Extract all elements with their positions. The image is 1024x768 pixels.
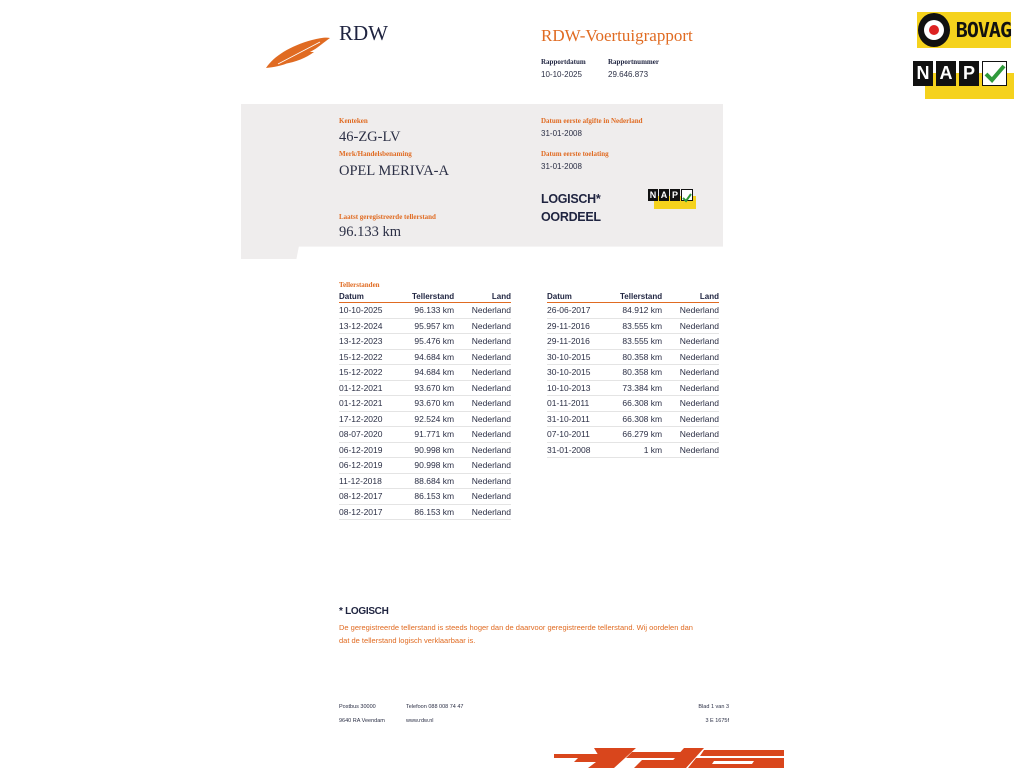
cell-land: Nederland bbox=[460, 380, 511, 396]
rapportnummer-label: Rapportnummer bbox=[608, 58, 659, 66]
footer-blad: Blad 1 van 3 bbox=[698, 704, 729, 710]
cell-land: Nederland bbox=[460, 396, 511, 412]
brand-name: RDW bbox=[339, 21, 388, 45]
cell-land: Nederland bbox=[668, 396, 719, 412]
cell-tellerstand: 88.684 km bbox=[407, 473, 460, 489]
cell-datum: 06-12-2019 bbox=[339, 458, 407, 474]
nap-check-icon bbox=[982, 61, 1007, 86]
cell-datum: 08-12-2017 bbox=[339, 504, 407, 520]
cell-land: Nederland bbox=[460, 318, 511, 334]
cell-datum: 01-12-2021 bbox=[339, 396, 407, 412]
cell-datum: 30-10-2015 bbox=[547, 365, 615, 381]
merk-value: OPEL MERIVA-A bbox=[339, 163, 449, 179]
cell-datum: 13-12-2023 bbox=[339, 334, 407, 350]
nap-small-check-icon bbox=[681, 189, 693, 201]
cell-datum: 08-12-2017 bbox=[339, 489, 407, 505]
merk-label: Merk/Handelsbenaming bbox=[339, 150, 412, 158]
cell-datum: 10-10-2013 bbox=[547, 380, 615, 396]
bovag-emblem-icon bbox=[918, 13, 950, 47]
cell-tellerstand: 80.358 km bbox=[615, 365, 668, 381]
table-row bbox=[547, 411, 719, 427]
cell-datum: 29-11-2016 bbox=[547, 334, 615, 350]
nap-logo bbox=[913, 61, 1014, 99]
toelating-value: 31-01-2008 bbox=[541, 162, 582, 171]
table-header-row bbox=[339, 292, 511, 303]
cell-datum: 13-12-2024 bbox=[339, 318, 407, 334]
cell-land: Nederland bbox=[668, 334, 719, 350]
tellerstanden-table-left bbox=[339, 292, 511, 520]
table-row bbox=[547, 349, 719, 365]
cell-land: Nederland bbox=[668, 427, 719, 443]
cell-tellerstand: 93.670 km bbox=[407, 380, 460, 396]
cell-datum: 30-10-2015 bbox=[547, 349, 615, 365]
table-row bbox=[339, 458, 511, 474]
cell-tellerstand: 91.771 km bbox=[407, 427, 460, 443]
cell-land: Nederland bbox=[668, 303, 719, 319]
cell-land: Nederland bbox=[460, 365, 511, 381]
oordeel-line2: OORDEEL bbox=[541, 210, 601, 224]
cell-datum: 01-12-2021 bbox=[339, 380, 407, 396]
oordeel-line1: LOGISCH* bbox=[541, 192, 601, 206]
cell-tellerstand: 86.153 km bbox=[407, 504, 460, 520]
cell-datum: 26-06-2017 bbox=[547, 303, 615, 319]
nap-small-letter-n: N bbox=[649, 190, 657, 200]
cell-tellerstand: 73.384 km bbox=[615, 380, 668, 396]
cell-datum: 06-12-2019 bbox=[339, 442, 407, 458]
table-row bbox=[339, 442, 511, 458]
vehicle-summary-band bbox=[241, 104, 723, 259]
rdw-logo bbox=[264, 34, 332, 70]
cell-tellerstand: 90.998 km bbox=[407, 442, 460, 458]
cell-land: Nederland bbox=[460, 427, 511, 443]
footer-website: www.rdw.nl bbox=[406, 718, 434, 724]
toelating-label: Datum eerste toelating bbox=[541, 150, 609, 158]
cell-datum: 10-10-2025 bbox=[339, 303, 407, 319]
cell-datum: 31-01-2008 bbox=[547, 442, 615, 458]
cell-tellerstand: 90.998 km bbox=[407, 458, 460, 474]
nap-small-letter-a: A bbox=[660, 190, 668, 200]
cell-tellerstand: 93.670 km bbox=[407, 396, 460, 412]
col-datum: Datum bbox=[547, 292, 615, 303]
decorative-stripes-icon bbox=[554, 746, 784, 768]
cell-datum: 07-10-2011 bbox=[547, 427, 615, 443]
cell-land: Nederland bbox=[460, 458, 511, 474]
cell-datum: 11-12-2018 bbox=[339, 473, 407, 489]
table-row bbox=[547, 334, 719, 350]
table-row bbox=[339, 334, 511, 350]
tellerstanden-title: Tellerstanden bbox=[339, 281, 380, 289]
col-datum: Datum bbox=[339, 292, 407, 303]
cell-land: Nederland bbox=[668, 380, 719, 396]
cell-datum: 15-12-2022 bbox=[339, 365, 407, 381]
nap-small-logo bbox=[648, 189, 696, 209]
table-row bbox=[339, 489, 511, 505]
cell-tellerstand: 1 km bbox=[615, 442, 668, 458]
col-land: Land bbox=[460, 292, 511, 303]
kenteken-value: 46-ZG-LV bbox=[339, 129, 401, 145]
rapportdatum-value: 10-10-2025 bbox=[541, 70, 582, 79]
note-text-line1: De geregistreerde tellerstand is steeds hoger dan de daarvoor geregistreerde tellerstand. Wij oordelen dan bbox=[339, 623, 693, 632]
footer-postbus: Postbus 30000 bbox=[339, 704, 376, 710]
cell-tellerstand: 95.476 km bbox=[407, 334, 460, 350]
table-header-row bbox=[547, 292, 719, 303]
note-title: * LOGISCH bbox=[339, 606, 389, 617]
cell-land: Nederland bbox=[460, 303, 511, 319]
cell-tellerstand: 92.524 km bbox=[407, 411, 460, 427]
table-row bbox=[339, 411, 511, 427]
col-tellerstand: Tellerstand bbox=[407, 292, 460, 303]
table-row bbox=[339, 303, 511, 319]
cell-tellerstand: 80.358 km bbox=[615, 349, 668, 365]
table-row bbox=[339, 473, 511, 489]
cell-datum: 01-11-2011 bbox=[547, 396, 615, 412]
nap-letter-a: A bbox=[936, 61, 956, 86]
table-row bbox=[339, 396, 511, 412]
rdw-feather-icon bbox=[264, 34, 332, 70]
table-row bbox=[339, 427, 511, 443]
table-row bbox=[547, 427, 719, 443]
cell-land: Nederland bbox=[460, 489, 511, 505]
nap-letter-n: N bbox=[913, 61, 933, 86]
cell-datum: 29-11-2016 bbox=[547, 318, 615, 334]
bovag-logo bbox=[917, 12, 1011, 48]
cell-tellerstand: 83.555 km bbox=[615, 318, 668, 334]
cell-land: Nederland bbox=[668, 442, 719, 458]
cell-land: Nederland bbox=[668, 411, 719, 427]
cell-land: Nederland bbox=[460, 349, 511, 365]
cell-tellerstand: 95.957 km bbox=[407, 318, 460, 334]
cell-tellerstand: 84.912 km bbox=[615, 303, 668, 319]
afgifte-value: 31-01-2008 bbox=[541, 129, 582, 138]
rapportdatum-label: Rapportdatum bbox=[541, 58, 586, 66]
cell-datum: 08-07-2020 bbox=[339, 427, 407, 443]
cell-land: Nederland bbox=[668, 318, 719, 334]
nap-letter-p: P bbox=[959, 61, 979, 86]
nap-small-letter-p: P bbox=[671, 190, 678, 200]
tellerstand-value: 96.133 km bbox=[339, 224, 402, 240]
table-row bbox=[339, 365, 511, 381]
cell-tellerstand: 96.133 km bbox=[407, 303, 460, 319]
rapportnummer-value: 29.646.873 bbox=[608, 70, 649, 79]
cell-tellerstand: 83.555 km bbox=[615, 334, 668, 350]
table-row bbox=[339, 349, 511, 365]
kenteken-label: Kenteken bbox=[339, 117, 368, 125]
cell-tellerstand: 94.684 km bbox=[407, 365, 460, 381]
cell-land: Nederland bbox=[460, 504, 511, 520]
table-row bbox=[547, 442, 719, 458]
footer-plaats: 9640 RA Veendam bbox=[339, 718, 385, 724]
col-land: Land bbox=[668, 292, 719, 303]
cell-land: Nederland bbox=[668, 349, 719, 365]
cell-land: Nederland bbox=[668, 365, 719, 381]
bovag-text: BOVAG bbox=[955, 18, 1011, 42]
table-row bbox=[339, 504, 511, 520]
cell-tellerstand: 66.279 km bbox=[615, 427, 668, 443]
cell-land: Nederland bbox=[460, 442, 511, 458]
cell-tellerstand: 66.308 km bbox=[615, 396, 668, 412]
table-row bbox=[547, 365, 719, 381]
cell-datum: 17-12-2020 bbox=[339, 411, 407, 427]
table-row bbox=[547, 303, 719, 319]
table-row bbox=[339, 380, 511, 396]
table-row bbox=[547, 380, 719, 396]
tellerstanden-table-right bbox=[547, 292, 719, 458]
cell-land: Nederland bbox=[460, 334, 511, 350]
table-row bbox=[339, 318, 511, 334]
cell-land: Nederland bbox=[460, 473, 511, 489]
cell-datum: 31-10-2011 bbox=[547, 411, 615, 427]
col-tellerstand: Tellerstand bbox=[615, 292, 668, 303]
cell-land: Nederland bbox=[460, 411, 511, 427]
note-text-line2: dat de tellerstand logisch verklaarbaar is. bbox=[339, 636, 476, 645]
cell-tellerstand: 86.153 km bbox=[407, 489, 460, 505]
table-row bbox=[547, 396, 719, 412]
afgifte-label: Datum eerste afgifte in Nederland bbox=[541, 117, 643, 125]
cell-tellerstand: 94.684 km bbox=[407, 349, 460, 365]
cell-tellerstand: 66.308 km bbox=[615, 411, 668, 427]
report-title: RDW-Voertuigrapport bbox=[541, 26, 693, 45]
table-row bbox=[547, 318, 719, 334]
footer-code: 3 E 1675f bbox=[705, 718, 729, 724]
tellerstand-label: Laatst geregistreerde tellerstand bbox=[339, 213, 436, 221]
footer-telefoon: Telefoon 088 008 74 47 bbox=[406, 704, 464, 710]
cell-datum: 15-12-2022 bbox=[339, 349, 407, 365]
